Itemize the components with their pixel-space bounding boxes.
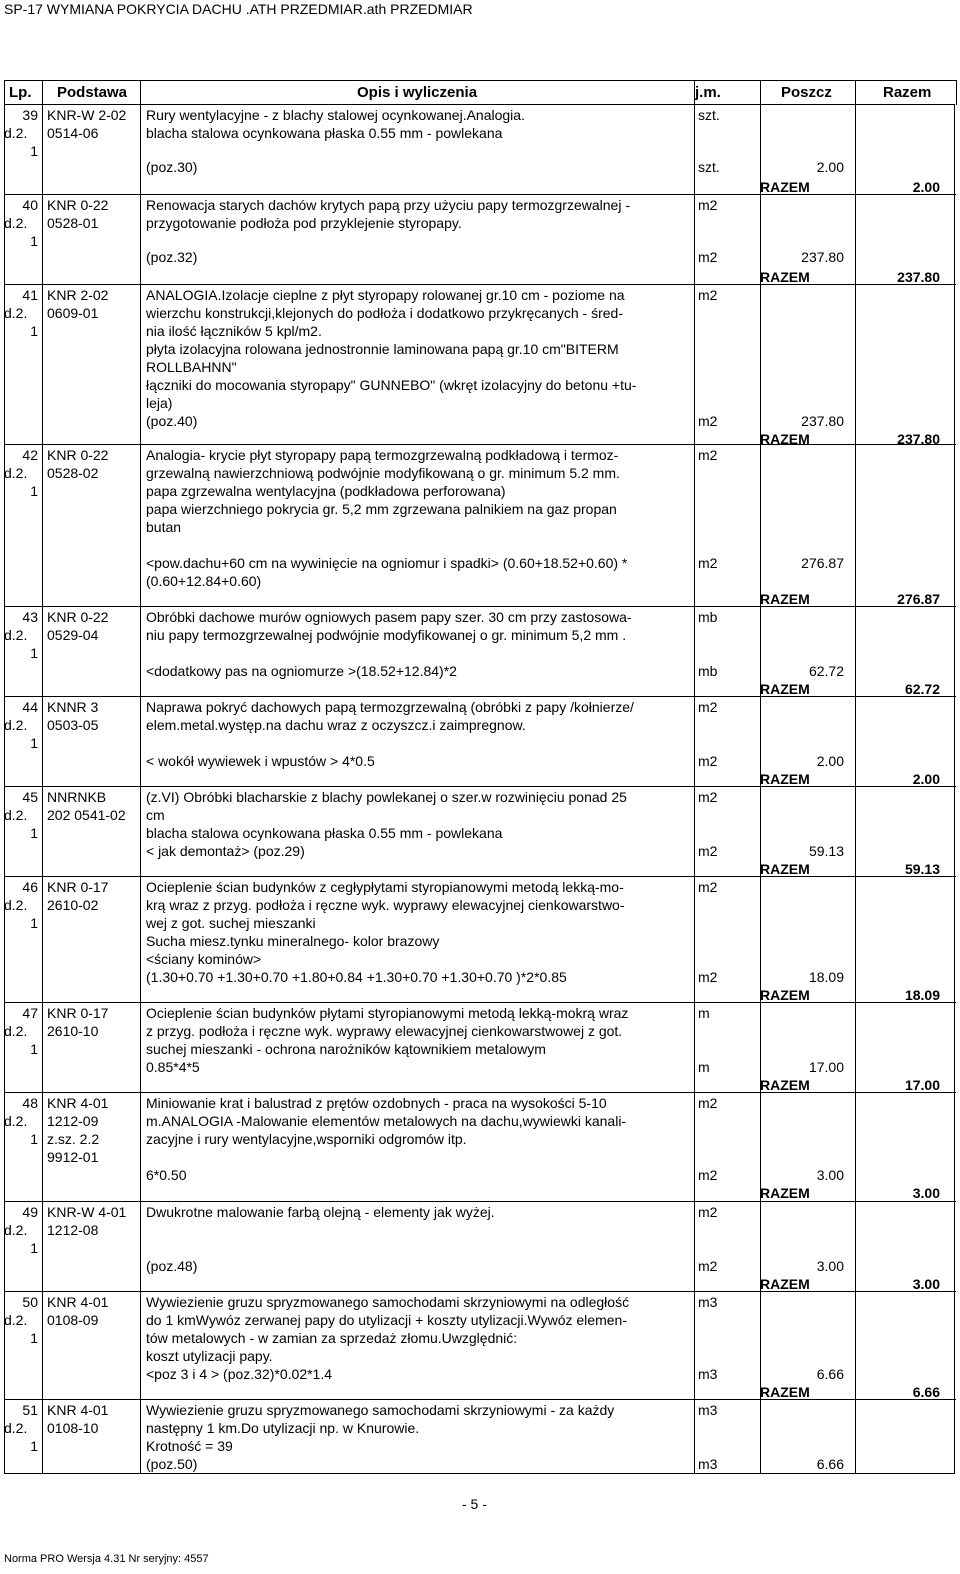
row-podstawa: KNR-W 2-02: [47, 107, 127, 123]
row-description: butan: [146, 519, 182, 535]
row-unit: mb: [698, 609, 718, 625]
row-description: < wokół wywiewek i wpustów > 4*0.5: [146, 753, 375, 769]
row-calc-unit: m2: [698, 1258, 718, 1274]
row-podstawa: 0609-01: [47, 305, 99, 321]
row-podstawa: z.sz. 2.2: [47, 1131, 100, 1147]
row-calc-unit: m2: [698, 969, 718, 985]
row-description: (poz.48): [146, 1258, 198, 1274]
row-podstawa: KNR 4-01: [47, 1095, 109, 1111]
row-lp: d.2.: [4, 1312, 28, 1328]
row-poszcz-value: 3.00: [816, 1258, 844, 1274]
row-description: < jak demontaż> (poz.29): [146, 843, 305, 859]
row-razem-label: RAZEM: [760, 1185, 810, 1201]
page-number: - 5 -: [462, 1496, 487, 1512]
row-poszcz-value: 237.80: [801, 413, 844, 429]
row-poszcz-value: 62.72: [808, 663, 844, 679]
row-razem-value: 237.80: [897, 269, 940, 285]
row-description: (1.30+0.70 +1.30+0.70 +1.80+0.84 +1.30+0.70 +1.30+0.70 )*2*0.85: [146, 969, 567, 985]
row-description: Renowacja starych dachów krytych papą przy użyciu papy termozgrzewalnej -: [146, 197, 630, 213]
row-lp: 47: [22, 1005, 38, 1021]
row-poszcz-value: 2.00: [816, 753, 844, 769]
row-lp: d.2.: [4, 1420, 28, 1436]
row-description: Miniowanie krat i balustrad z prętów ozdobnych - praca na wysokości 5-10: [146, 1095, 607, 1111]
row-lp: 49: [22, 1204, 38, 1220]
column-divider: [140, 80, 141, 1474]
row-lp: d.2.: [4, 465, 28, 481]
header-opis: Opis i wyliczenia: [357, 84, 478, 101]
row-lp: 40: [22, 197, 38, 213]
row-razem-value: 62.72: [904, 681, 940, 697]
row-description: Ocieplenie ścian budynków z cegłypłytami styropianowymi metodą lekką-mo-: [146, 879, 624, 895]
row-description: (poz.30): [146, 159, 198, 175]
row-lp: 46: [22, 879, 38, 895]
row-lp: 1: [30, 645, 38, 661]
row-poszcz-value: 2.00: [816, 159, 844, 175]
row-poszcz-value: 6.66: [816, 1366, 844, 1382]
row-lp: 43: [22, 609, 38, 625]
row-calc-unit: m2: [698, 843, 718, 859]
row-description: z przyg. podłoża i ręczne wyk. wyprawy elewacyjnej cienkowarstwowej z got.: [146, 1023, 623, 1039]
row-description: Krotność = 39: [146, 1438, 233, 1454]
row-razem-value: 3.00: [912, 1185, 940, 1201]
row-description: przygotowanie podłoża pod przyklejenie styropapy.: [146, 215, 462, 231]
row-calc-unit: m2: [698, 753, 718, 769]
row-description: Wywiezienie gruzu spryzmowanego samochodami skrzyniowymi - za każdy: [146, 1402, 615, 1418]
row-description: 6*0.50: [146, 1167, 187, 1183]
row-description: następny 1 km.Do utylizacji np. w Knurowie.: [146, 1420, 420, 1436]
row-description: m.ANALOGIA -Malowanie elementów metalowych na dachu,wywiewki kanali-: [146, 1113, 627, 1129]
row-lp: 1: [30, 1330, 38, 1346]
row-description: (0.60+12.84+0.60): [146, 573, 262, 589]
row-lp: d.2.: [4, 807, 28, 823]
row-description: Naprawa pokryć dachowych papą termozgrzewalną (obróbki z papy /kołnierze/: [146, 699, 634, 715]
row-razem-label: RAZEM: [760, 179, 810, 195]
row-poszcz-value: 276.87: [801, 555, 844, 571]
row-razem-value: 237.80: [897, 431, 940, 447]
row-description: Sucha miesz.tynku mineralnego- kolor brazowy: [146, 933, 440, 949]
row-podstawa: 0528-01: [47, 215, 99, 231]
header-podstawa: Podstawa: [57, 84, 128, 101]
row-description: 0.85*4*5: [146, 1059, 200, 1075]
row-razem-label: RAZEM: [760, 1384, 810, 1400]
row-lp: 39: [22, 107, 38, 123]
row-description: <pow.dachu+60 cm na wywinięcie na ogniomur i spadki> (0.60+18.52+0.60) *: [146, 555, 628, 571]
row-podstawa: 2610-10: [47, 1023, 99, 1039]
row-lp: d.2.: [4, 627, 28, 643]
row-lp: 42: [22, 447, 38, 463]
row-description: ROLLBAHNN": [146, 359, 237, 375]
row-description: suchej mieszanki - ochrona narożników kątownikiem metalowym: [146, 1041, 546, 1057]
row-lp: d.2.: [4, 215, 28, 231]
row-lp: 1: [30, 825, 38, 841]
document-title: SP-17 WYMIANA POKRYCIA DACHU .ATH PRZEDMIAR.ath PRZEDMIAR: [4, 1, 473, 17]
row-lp: 1: [30, 1240, 38, 1256]
row-lp: d.2.: [4, 897, 28, 913]
row-poszcz-value: 59.13: [808, 843, 844, 859]
row-description: <ściany kominów>: [146, 951, 262, 967]
row-description: Obróbki dachowe murów ogniowych pasem papy szer. 30 cm przy zastosowa-: [146, 609, 632, 625]
row-description: Dwukrotne malowanie farbą olejną - elementy jak wyżej.: [146, 1204, 495, 1220]
software-footer: Norma PRO Wersja 4.31 Nr seryjny: 4557: [4, 1553, 209, 1565]
row-lp: 1: [30, 483, 38, 499]
row-description: blacha stalowa ocynkowana płaska 0.55 mm - powlekana: [146, 825, 503, 841]
row-description: nia ilość łączników 5 kpl/m2.: [146, 323, 322, 339]
row-razem-value: 2.00: [912, 179, 940, 195]
row-description: (poz.32): [146, 249, 198, 265]
row-description: niu papy termozgrzewalnej podwójnie modyfikowanej o gr. minimum 5,2 mm .: [146, 627, 627, 643]
row-calc-unit: m2: [698, 1167, 718, 1183]
row-description: płyta izolacyjna rolowana jednostronnie laminowana papą gr.10 cm"BITERM: [146, 341, 619, 357]
row-calc-unit: m: [698, 1059, 710, 1075]
row-podstawa: KNNR 3: [47, 699, 99, 715]
row-description: <poz 3 i 4 > (poz.32)*0.02*1.4: [146, 1366, 333, 1382]
row-description: <dodatkowy pas na ogniomurze >(18.52+12.84)*2: [146, 663, 457, 679]
row-calc-unit: szt.: [698, 159, 720, 175]
row-description: (poz.50): [146, 1456, 198, 1472]
row-description: Ocieplenie ścian budynków płytami styropianowymi metodą lekką-mokrą wraz: [146, 1005, 629, 1021]
row-calc-unit: m3: [698, 1366, 718, 1382]
row-podstawa: 0108-10: [47, 1420, 99, 1436]
row-unit: m: [698, 1005, 710, 1021]
row-unit: m3: [698, 1402, 718, 1418]
row-description: tów metalowych - w zamian za sprzedaż złomu.Uwzględnić:: [146, 1330, 518, 1346]
row-description: (z.VI) Obróbki blacharskie z blachy powlekanej o szer.w rozwinięciu ponad 25: [146, 789, 627, 805]
row-razem-label: RAZEM: [760, 1276, 810, 1292]
row-unit: szt.: [698, 107, 720, 123]
row-lp: 1: [30, 1131, 38, 1147]
row-razem-value: 18.09: [904, 987, 940, 1003]
row-description: (poz.40): [146, 413, 198, 429]
row-unit: m2: [698, 447, 718, 463]
row-razem-value: 6.66: [912, 1384, 940, 1400]
row-calc-unit: mb: [698, 663, 718, 679]
row-description: koszt utylizacji papy.: [146, 1348, 273, 1364]
column-divider: [42, 80, 43, 1474]
row-podstawa: 1212-09: [47, 1113, 99, 1129]
row-razem-label: RAZEM: [760, 861, 810, 877]
row-poszcz-value: 3.00: [816, 1167, 844, 1183]
row-razem-label: RAZEM: [760, 1077, 810, 1093]
row-lp: 1: [30, 233, 38, 249]
row-lp: d.2.: [4, 305, 28, 321]
row-podstawa: KNR 0-22: [47, 609, 109, 625]
row-razem-label: RAZEM: [760, 591, 810, 607]
row-podstawa: KNR 4-01: [47, 1402, 109, 1418]
row-podstawa: KNR-W 4-01: [47, 1204, 127, 1220]
header-poszcz: Poszcz: [781, 84, 832, 101]
row-description: Rury wentylacyjne - z blachy stalowej ocynkowanej.Analogia.: [146, 107, 525, 123]
row-podstawa: 0108-09: [47, 1312, 99, 1328]
row-description: leja): [146, 395, 173, 411]
row-description: łączniki do mocowania styropapy" GUNNEBO" (wkręt izolacyjny do betonu +tu-: [146, 377, 637, 393]
row-description: papa wierzchniego pokrycia gr. 5,2 mm zgrzewana palnikiem na gaz propan: [146, 501, 617, 517]
row-lp: 1: [30, 1041, 38, 1057]
row-description: elem.metal.występ.na dachu wraz z oczyszcz.i zaimpregnow.: [146, 717, 526, 733]
row-unit: m2: [698, 287, 718, 303]
row-poszcz-value: 6.66: [816, 1456, 844, 1472]
row-lp: d.2.: [4, 1023, 28, 1039]
row-lp: 1: [30, 323, 38, 339]
row-podstawa: 0528-02: [47, 465, 99, 481]
row-description: blacha stalowa ocynkowana płaska 0.55 mm - powlekana: [146, 125, 503, 141]
row-description: papa zgrzewalna wentylacyjna (podkładowa perforowana): [146, 483, 506, 499]
row-razem-label: RAZEM: [760, 431, 810, 447]
row-razem-value: 17.00: [904, 1077, 940, 1093]
row-lp: 1: [30, 143, 38, 159]
row-calc-unit: m2: [698, 413, 718, 429]
row-podstawa: 2610-02: [47, 897, 99, 913]
row-poszcz-value: 237.80: [801, 249, 844, 265]
row-lp: d.2.: [4, 1222, 28, 1238]
row-description: ANALOGIA.Izolacje cieplne z płyt styropapy rolowanej gr.10 cm - poziome na: [146, 287, 625, 303]
row-lp: 41: [22, 287, 38, 303]
row-description: wierzchu konstrukcji,klejonych do podłoża i dodatkowo przykręcanych - śred-: [146, 305, 623, 321]
row-razem-value: 59.13: [904, 861, 940, 877]
row-razem-value: 3.00: [912, 1276, 940, 1292]
row-description: Analogia- krycie płyt styropapy papą termozgrzewalną podkładową i termoz-: [146, 447, 619, 463]
row-calc-unit: m3: [698, 1456, 718, 1472]
row-description: krą wraz z przyg. podłoża i ręczne wyk. wyprawy elewacyjnej cienkowarstwo-: [146, 897, 625, 913]
row-podstawa: 0514-06: [47, 125, 99, 141]
row-podstawa: KNR 0-22: [47, 447, 109, 463]
row-unit: m2: [698, 789, 718, 805]
row-razem-label: RAZEM: [760, 771, 810, 787]
row-razem-label: RAZEM: [760, 269, 810, 285]
row-podstawa: KNR 0-17: [47, 1005, 109, 1021]
row-razem-label: RAZEM: [760, 681, 810, 697]
row-unit: m3: [698, 1294, 718, 1310]
row-description: wej z got. suchej mieszanki: [146, 915, 316, 931]
row-podstawa: 9912-01: [47, 1149, 99, 1165]
row-unit: m2: [698, 699, 718, 715]
row-podstawa: 0529-04: [47, 627, 99, 643]
row-lp: 50: [22, 1294, 38, 1310]
row-podstawa: KNR 4-01: [47, 1294, 109, 1310]
row-lp: 44: [22, 699, 38, 715]
row-description: do 1 kmWywóz zerwanej papy do utylizacji + koszty utylizacji.Wywóz elemen-: [146, 1312, 627, 1328]
row-calc-unit: m2: [698, 249, 718, 265]
row-poszcz-value: 17.00: [808, 1059, 844, 1075]
row-unit: m2: [698, 879, 718, 895]
table-header: [4, 80, 957, 105]
row-unit: m2: [698, 197, 718, 213]
header-lp: Lp.: [9, 84, 32, 101]
row-description: zacyjne i rury wentylacyjne,wsporniki odgromów itp.: [146, 1131, 467, 1147]
row-podstawa: KNR 0-22: [47, 197, 109, 213]
row-lp: d.2.: [4, 717, 28, 733]
row-razem-label: RAZEM: [760, 987, 810, 1003]
row-unit: m2: [698, 1095, 718, 1111]
header-jm: j.m.: [695, 84, 721, 101]
row-lp: 1: [30, 915, 38, 931]
row-description: grzewalną nawierzchniową podwójnie modyfikowaną o gr. minimum 5.2 mm.: [146, 465, 620, 481]
row-podstawa: NNRNKB: [47, 789, 107, 805]
row-razem-value: 276.87: [897, 591, 940, 607]
row-poszcz-value: 18.09: [808, 969, 844, 985]
row-razem-value: 2.00: [912, 771, 940, 787]
row-lp: 1: [30, 735, 38, 751]
row-lp: 48: [22, 1095, 38, 1111]
row-podstawa: KNR 0-17: [47, 879, 109, 895]
header-razem: Razem: [883, 84, 932, 101]
row-lp: 51: [22, 1402, 38, 1418]
row-podstawa: 202 0541-02: [47, 807, 126, 823]
row-podstawa: 0503-05: [47, 717, 99, 733]
row-podstawa: 1212-08: [47, 1222, 99, 1238]
row-calc-unit: m2: [698, 555, 718, 571]
row-lp: d.2.: [4, 1113, 28, 1129]
row-description: cm: [146, 807, 165, 823]
column-divider: [694, 80, 695, 1474]
row-lp: 1: [30, 1438, 38, 1454]
row-lp: d.2.: [4, 125, 28, 141]
row-lp: 45: [22, 789, 38, 805]
row-unit: m2: [698, 1204, 718, 1220]
row-podstawa: KNR 2-02: [47, 287, 109, 303]
row-description: Wywiezienie gruzu spryzmowanego samochodami skrzyniowymi na odległość: [146, 1294, 630, 1310]
